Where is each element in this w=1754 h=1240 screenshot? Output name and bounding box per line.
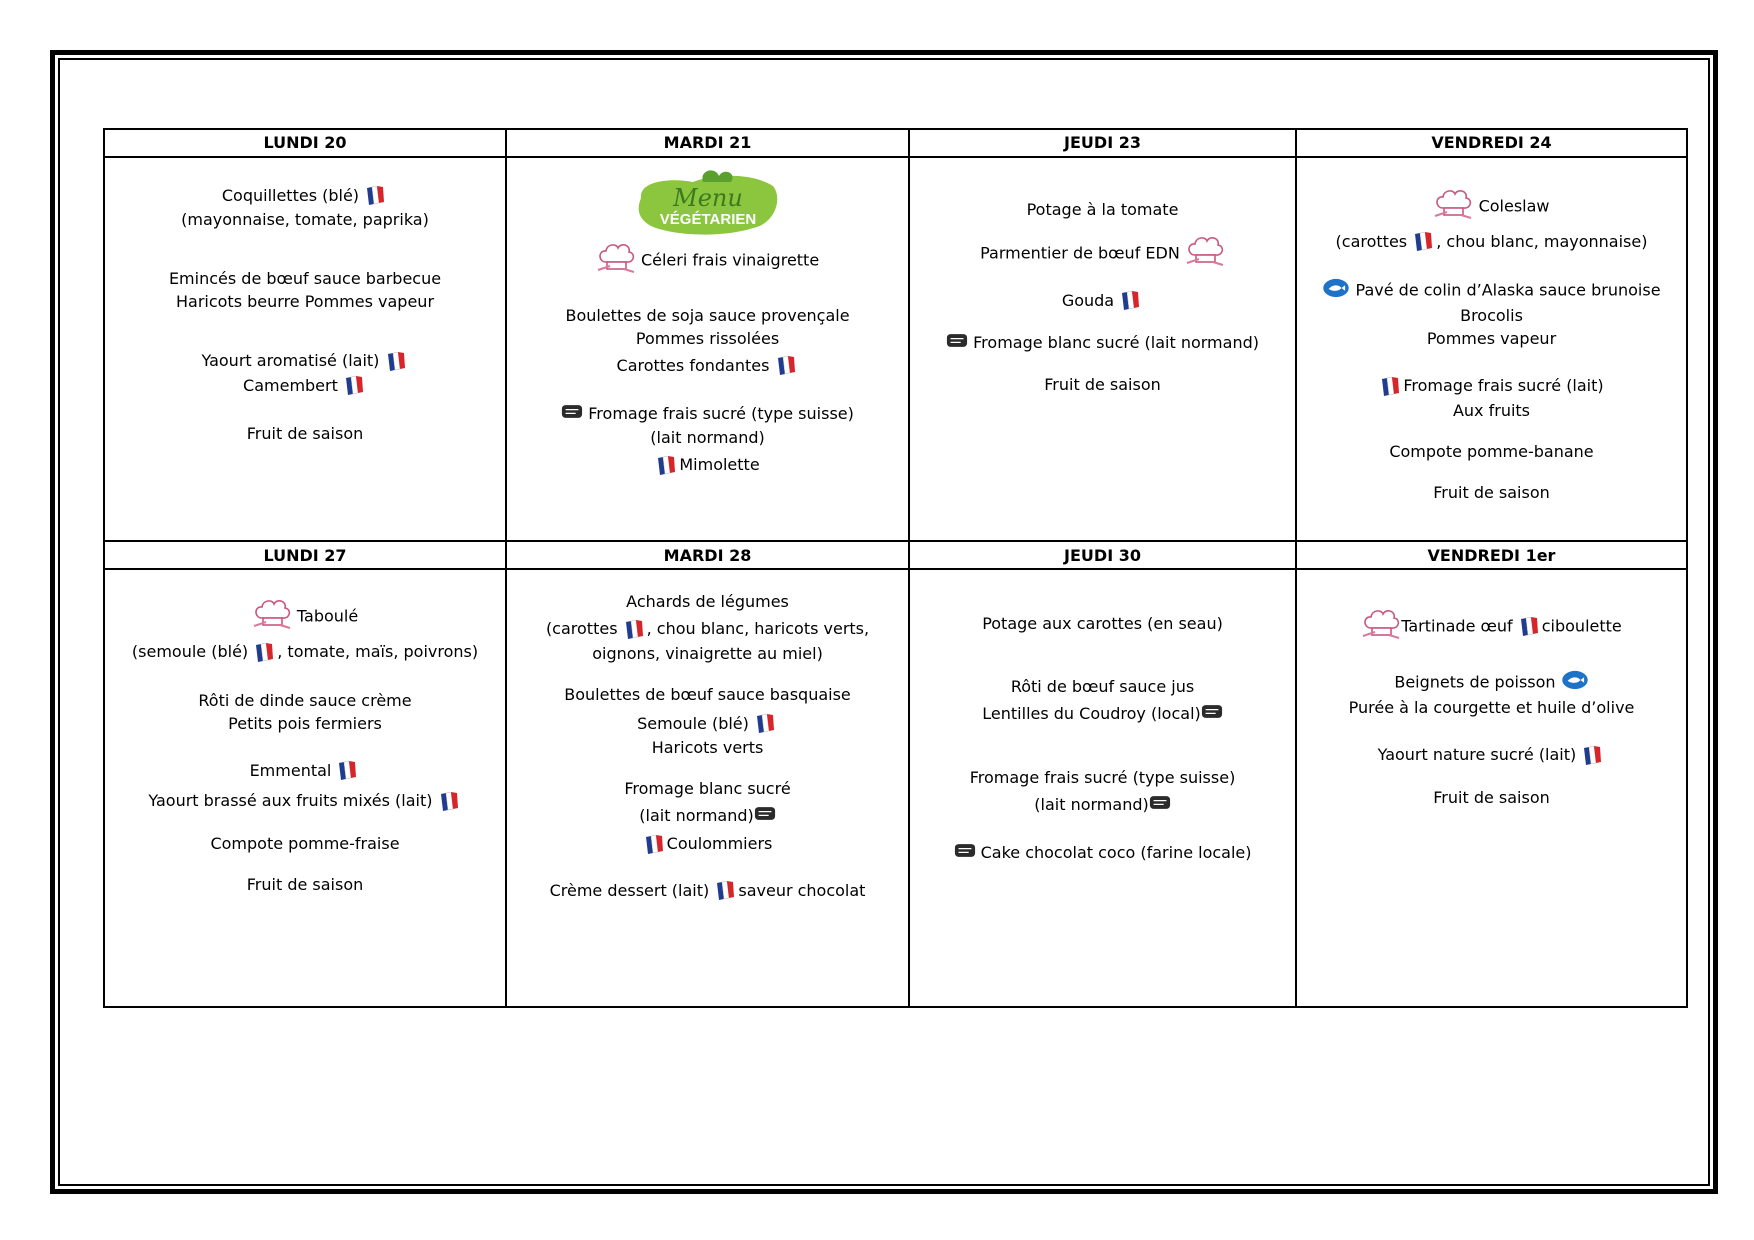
day-header-mardi-21: MARDI 21 bbox=[506, 129, 909, 157]
menu-item: Brocolis bbox=[1460, 306, 1523, 326]
france-flag-icon bbox=[655, 454, 679, 478]
menu-item: Lentilles du Coudroy (local) bbox=[982, 704, 1201, 724]
week1-header-row bbox=[104, 129, 1687, 157]
menu-item: Yaourt nature sucré (lait) bbox=[1377, 745, 1577, 765]
menu-item: saveur chocolat bbox=[738, 880, 866, 900]
menu-item: Potage à la tomate bbox=[1026, 199, 1179, 219]
menu-item: Boulettes de soja sauce provençale bbox=[565, 305, 850, 325]
day-header-vendredi-24: VENDREDI 24 bbox=[1296, 129, 1687, 157]
day-header-lundi-27: LUNDI 27 bbox=[104, 541, 506, 569]
menu-item: Fromage frais sucré (lait) bbox=[1403, 376, 1604, 396]
menu-item: Cake chocolat coco (farine locale) bbox=[980, 843, 1252, 863]
local-product-icon bbox=[1149, 794, 1171, 817]
france-flag-icon bbox=[1581, 744, 1605, 768]
chef-hat-icon bbox=[1361, 608, 1401, 646]
menu-item: Parmentier de bœuf EDN bbox=[980, 243, 1180, 263]
week1-menu-row bbox=[104, 157, 1687, 542]
menu-item: Fromage frais sucré (type suisse) bbox=[969, 768, 1236, 788]
france-flag-icon bbox=[775, 354, 799, 378]
menu-item: Semoule (blé) bbox=[637, 713, 749, 733]
menu-item: Potage aux carottes (en seau) bbox=[982, 614, 1223, 634]
france-flag-icon bbox=[1518, 615, 1542, 639]
france-flag-icon bbox=[364, 184, 388, 208]
week2-header-row bbox=[104, 541, 1687, 569]
day-header-jeudi-30: JEUDI 30 bbox=[909, 541, 1296, 569]
france-flag-icon bbox=[336, 759, 360, 783]
menu-item: Haricots verts bbox=[651, 738, 764, 758]
france-flag-icon bbox=[438, 790, 462, 814]
menu-item: Emmental bbox=[249, 760, 332, 780]
local-product-icon bbox=[561, 403, 583, 426]
france-flag-icon bbox=[385, 350, 409, 374]
menu-item: Aux fruits bbox=[1452, 400, 1531, 420]
menu-item: (lait normand) bbox=[650, 428, 765, 448]
menu-item: , chou blanc, mayonnaise) bbox=[1436, 231, 1648, 251]
menu-item: Crème dessert (lait) bbox=[549, 880, 710, 900]
menu-item: Gouda bbox=[1061, 290, 1115, 310]
menu-item: , tomate, maïs, poivrons) bbox=[277, 642, 479, 662]
menu-item: ciboulette bbox=[1541, 616, 1622, 636]
menu-item: Purée à la courgette et huile d’olive bbox=[1348, 698, 1635, 718]
menu-item: Petits pois fermiers bbox=[228, 713, 382, 733]
menu-item: Pommes rissolées bbox=[635, 328, 780, 348]
menu-item: Fromage frais sucré (type suisse) bbox=[588, 404, 854, 424]
menu-item: Beignets de poisson bbox=[1394, 672, 1556, 692]
menu-item: (semoule (blé) bbox=[131, 642, 249, 662]
menu-item: Pommes vapeur bbox=[1426, 329, 1557, 349]
menu-cell-vendredi-1er bbox=[1296, 569, 1687, 1007]
menu-item: Yaourt brassé aux fruits mixés (lait) bbox=[148, 791, 433, 811]
local-product-icon bbox=[954, 842, 976, 865]
menu-cell-mardi-28 bbox=[506, 569, 909, 1007]
day-header-vendredi-1er: VENDREDI 1er bbox=[1296, 541, 1687, 569]
vegetarian-menu-logo bbox=[633, 168, 783, 240]
menu-item: Coleslaw bbox=[1478, 196, 1550, 216]
menu-item: Haricots beurre Pommes vapeur bbox=[175, 292, 435, 312]
menu-item: (lait normand) bbox=[1034, 795, 1149, 815]
menu-item: Carottes fondantes bbox=[616, 355, 770, 375]
logo-subtitle: VÉGÉTARIEN bbox=[659, 210, 756, 228]
menu-cell-lundi-27 bbox=[104, 569, 506, 1007]
menu-cell-mardi-21 bbox=[506, 157, 909, 542]
week2-menu-row bbox=[104, 569, 1687, 1007]
local-product-icon bbox=[1201, 703, 1223, 726]
menu-cell-jeudi-23 bbox=[909, 157, 1296, 542]
menu-item: Compote pomme-banane bbox=[1389, 441, 1594, 461]
chef-hat-icon bbox=[1433, 188, 1473, 226]
menu-cell-vendredi-24 bbox=[1296, 157, 1687, 542]
menu-item: (mayonnaise, tomate, paprika) bbox=[181, 210, 429, 230]
menu-item: Taboulé bbox=[296, 606, 359, 626]
menu-item: Emincés de bœuf sauce barbecue bbox=[168, 269, 442, 289]
local-product-icon bbox=[946, 332, 968, 355]
menu-item: Fruit de saison bbox=[246, 424, 364, 444]
day-header-mardi-28: MARDI 28 bbox=[506, 541, 909, 569]
chef-hat-icon bbox=[252, 598, 292, 636]
france-flag-icon bbox=[1412, 230, 1436, 254]
day-header-jeudi-23: JEUDI 23 bbox=[909, 129, 1296, 157]
menu-item: (lait normand) bbox=[639, 806, 754, 826]
menu-item: (carottes bbox=[1335, 231, 1408, 251]
menu-item: Fromage blanc sucré (lait normand) bbox=[973, 333, 1259, 353]
menu-item: (carottes bbox=[545, 619, 618, 639]
france-flag-icon bbox=[1119, 289, 1143, 313]
chef-hat-icon bbox=[596, 242, 636, 280]
france-flag-icon bbox=[343, 374, 367, 398]
menu-item: Rôti de dinde sauce crème bbox=[198, 690, 412, 710]
menu-item: Camembert bbox=[243, 375, 338, 395]
menu-item: Fruit de saison bbox=[1433, 482, 1550, 502]
menu-item: Coquillettes (blé) bbox=[221, 185, 360, 205]
menu-item: Compote pomme-fraise bbox=[210, 833, 400, 853]
menu-item: Céleri frais vinaigrette bbox=[640, 250, 820, 270]
day-header-lundi-20: LUNDI 20 bbox=[104, 129, 506, 157]
menu-item: Coulommiers bbox=[666, 834, 773, 854]
menu-item: Fruit de saison bbox=[246, 874, 364, 894]
msc-fish-icon bbox=[1322, 278, 1350, 304]
france-flag-icon bbox=[714, 879, 738, 903]
menu-table bbox=[103, 128, 1688, 1008]
menu-item: Fruit de saison bbox=[1433, 787, 1550, 807]
menu-item: Boulettes de bœuf sauce basquaise bbox=[564, 684, 851, 704]
france-flag-icon bbox=[623, 618, 647, 642]
msc-fish-icon bbox=[1561, 670, 1589, 696]
menu-item: , chou blanc, haricots verts, bbox=[646, 619, 870, 639]
france-flag-icon bbox=[643, 833, 667, 857]
menu-item: Yaourt aromatisé (lait) bbox=[201, 351, 380, 371]
logo-title: Menu bbox=[672, 183, 743, 212]
menu-item: Pavé de colin d’Alaska sauce brunoise bbox=[1355, 280, 1661, 300]
menu-cell-lundi-20 bbox=[104, 157, 506, 542]
france-flag-icon bbox=[754, 712, 778, 736]
france-flag-icon bbox=[253, 641, 277, 665]
menu-item: Fromage blanc sucré bbox=[624, 779, 791, 799]
menu-cell-jeudi-30 bbox=[909, 569, 1296, 1007]
menu-item: Achards de légumes bbox=[626, 592, 789, 612]
menu-item: Rôti de bœuf sauce jus bbox=[1010, 677, 1195, 697]
menu-item: Fruit de saison bbox=[1044, 375, 1161, 395]
menu-item: Tartinade œuf bbox=[1401, 616, 1513, 636]
menu-item: Mimolette bbox=[679, 455, 760, 475]
chef-hat-icon bbox=[1185, 235, 1225, 273]
france-flag-icon bbox=[1379, 375, 1403, 399]
menu-item: oignons, vinaigrette au miel) bbox=[592, 643, 823, 663]
local-product-icon bbox=[754, 805, 776, 828]
